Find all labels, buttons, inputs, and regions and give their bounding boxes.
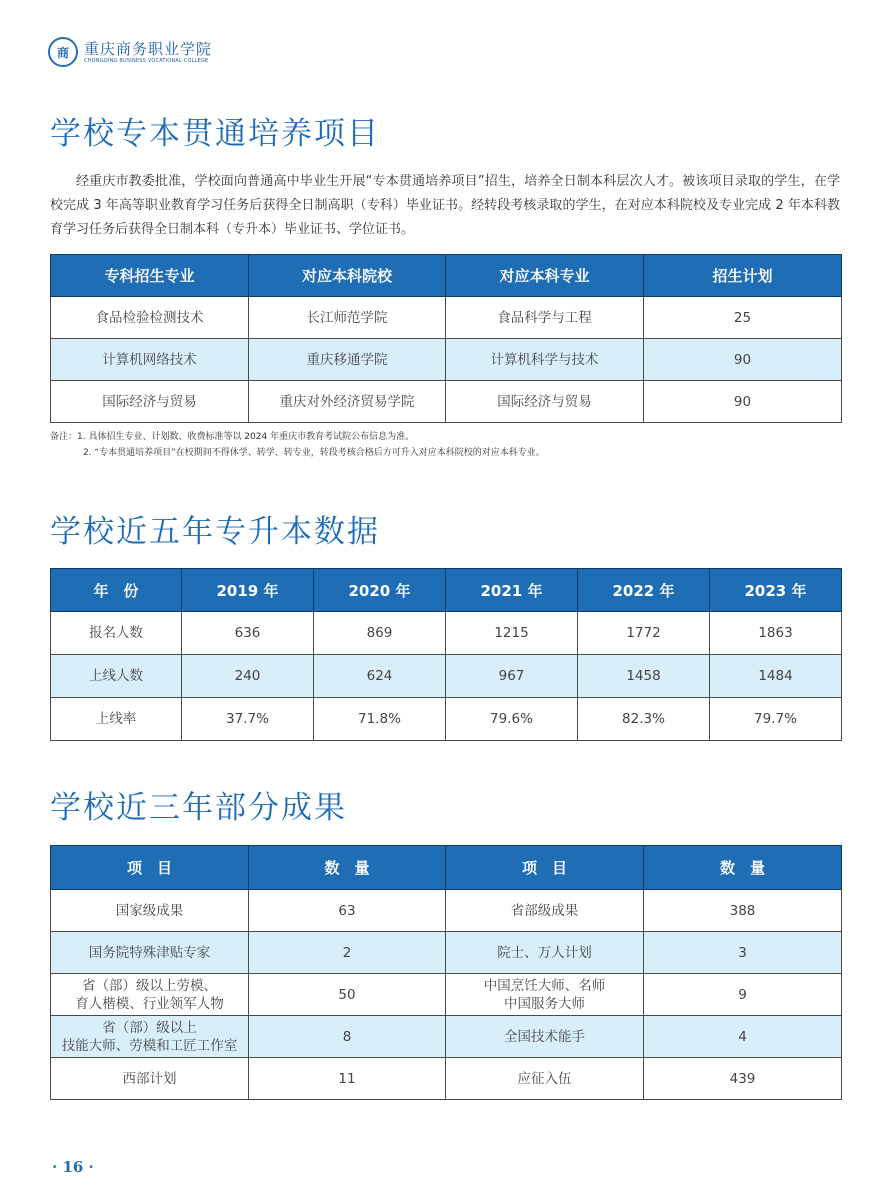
table-cell: 439: [644, 1058, 842, 1100]
table-cell: 长江师范学院: [249, 297, 446, 339]
table-cell: 50: [249, 974, 446, 1016]
cell-line: 省部级成果: [510, 902, 579, 919]
program-intro: 经重庆市教委批准，学校面向普通高中毕业生开展“专本贯通培养项目”招生，培养全日制本科层次人才。被该项目录取的学生，在学校完成 3 年高等职业教育学习任务后获得全日制高职（专科）毕业证书。经转段考核录取的学生，在对应本科院校及专业完成 2 年本科教育学习任务后获得全日制本科（专升本）毕业证书、学位证书。: [50, 174, 840, 237]
column-header: 数 量: [644, 846, 842, 890]
table-cell: 240: [182, 655, 314, 698]
table-cell: [446, 974, 644, 1016]
table-cell: 63: [249, 890, 446, 932]
cell-line: 育人楷模、行业领军人物: [75, 995, 224, 1012]
school-name: 重庆商务职业学院: [84, 39, 213, 58]
cell-line: 应征入伍: [517, 1070, 572, 1087]
cell-line: 院士、万人计划: [497, 944, 592, 961]
table-cell: [446, 1016, 644, 1058]
table-cell: 82.3%: [578, 698, 710, 741]
table-cell: 79.6%: [446, 698, 578, 741]
table-cell: 3: [644, 932, 842, 974]
table-row: [51, 1016, 842, 1058]
table-row: [51, 655, 842, 698]
column-header: 招生计划: [644, 255, 842, 297]
column-header: 专科招生专业: [51, 255, 249, 297]
page-number: · 16 ·: [52, 1158, 94, 1176]
table-cell: 90: [644, 339, 842, 381]
cell-line: 国家级成果: [115, 902, 184, 919]
table-cell: 重庆对外经济贸易学院: [249, 381, 446, 423]
table-cell: 食品检验检测技术: [51, 297, 249, 339]
table-row: [51, 698, 842, 741]
cell-line: 西部计划: [122, 1070, 177, 1087]
table-cell: 79.7%: [710, 698, 842, 741]
table-row: [51, 297, 842, 339]
table-cell: 上线人数: [51, 655, 182, 698]
column-header: 项 目: [446, 846, 644, 890]
column-header: 对应本科院校: [249, 255, 446, 297]
section-title-upgrade-data: 学校近五年专升本数据: [50, 514, 380, 550]
table-cell: 636: [182, 612, 314, 655]
school-name-en: CHONGQING BUSINESS VOCATIONAL COLLEGE: [84, 57, 209, 64]
table-row: [51, 381, 842, 423]
table-cell: 计算机网络技术: [51, 339, 249, 381]
school-emblem-icon: [48, 37, 78, 67]
column-header: 2019 年: [182, 569, 314, 612]
column-header: 项 目: [51, 846, 249, 890]
cell-line: 技能大师、劳模和工匠工作室: [61, 1037, 238, 1054]
cell-line: 省（部）级以上: [102, 1019, 197, 1036]
cell-line: 中国服务大师: [504, 995, 585, 1012]
table-cell: 1458: [578, 655, 710, 698]
table-row: [51, 974, 842, 1016]
table-cell: 1215: [446, 612, 578, 655]
table-row: [51, 612, 842, 655]
table-cell: 1484: [710, 655, 842, 698]
column-header: 2022 年: [578, 569, 710, 612]
table-cell: 1863: [710, 612, 842, 655]
table-row: [51, 339, 842, 381]
table-row: [51, 1058, 842, 1100]
cell-line: 省（部）级以上劳模、: [82, 977, 217, 994]
cell-line: 中国烹饪大师、名师: [483, 977, 606, 994]
table-cell: 90: [644, 381, 842, 423]
table-cell: 967: [446, 655, 578, 698]
table-cell: [51, 890, 249, 932]
table-cell: 388: [644, 890, 842, 932]
table-cell: 上线率: [51, 698, 182, 741]
table-cell: 4: [644, 1016, 842, 1058]
table-row: [51, 890, 842, 932]
table-cell: [446, 932, 644, 974]
table-cell: [51, 1016, 249, 1058]
table-cell: 重庆移通学院: [249, 339, 446, 381]
emblem-glyph: 商: [56, 45, 69, 60]
cell-line: 全国技术能手: [504, 1028, 585, 1045]
note-line: 备注：1. 具体招生专业、计划数、收费标准等以 2024 年重庆市教育考试院公布信息为准。: [50, 432, 415, 442]
table-cell: 37.7%: [182, 698, 314, 741]
note-line: 2. “专本贯通培养项目”在校期间不得休学、转学、转专业，转段考核合格后方可升入对应本科院校的对应本科专业。: [83, 448, 545, 458]
table-cell: 624: [314, 655, 446, 698]
table-cell: [51, 1058, 249, 1100]
table-cell: 9: [644, 974, 842, 1016]
table-row: [51, 932, 842, 974]
table-cell: [51, 974, 249, 1016]
program-notes: [50, 429, 545, 461]
table-cell: [446, 1058, 644, 1100]
table-cell: 食品科学与工程: [446, 297, 644, 339]
table-cell: 2: [249, 932, 446, 974]
table-cell: 国际经济与贸易: [446, 381, 644, 423]
table-cell: 11: [249, 1058, 446, 1100]
column-header: 数 量: [249, 846, 446, 890]
table-cell: 1772: [578, 612, 710, 655]
table-cell: 25: [644, 297, 842, 339]
program-table: [50, 254, 842, 423]
column-header: 对应本科专业: [446, 255, 644, 297]
upgrade-data-table: [50, 568, 842, 741]
table-cell: 国际经济与贸易: [51, 381, 249, 423]
column-header: 2020 年: [314, 569, 446, 612]
table-cell: 8: [249, 1016, 446, 1058]
table-cell: 71.8%: [314, 698, 446, 741]
section-title-program: 学校专本贯通培养项目: [50, 116, 380, 152]
table-cell: 计算机科学与技术: [446, 339, 644, 381]
table-cell: [51, 932, 249, 974]
table-cell: 报名人数: [51, 612, 182, 655]
column-header: 2021 年: [446, 569, 578, 612]
cell-line: 国务院特殊津贴专家: [88, 944, 211, 961]
column-header: 2023 年: [710, 569, 842, 612]
column-header: 年 份: [51, 569, 182, 612]
achievements-table: [50, 845, 842, 1100]
table-cell: 869: [314, 612, 446, 655]
table-cell: [446, 890, 644, 932]
school-logo: [48, 37, 212, 67]
section-title-achievements: 学校近三年部分成果: [50, 790, 347, 826]
